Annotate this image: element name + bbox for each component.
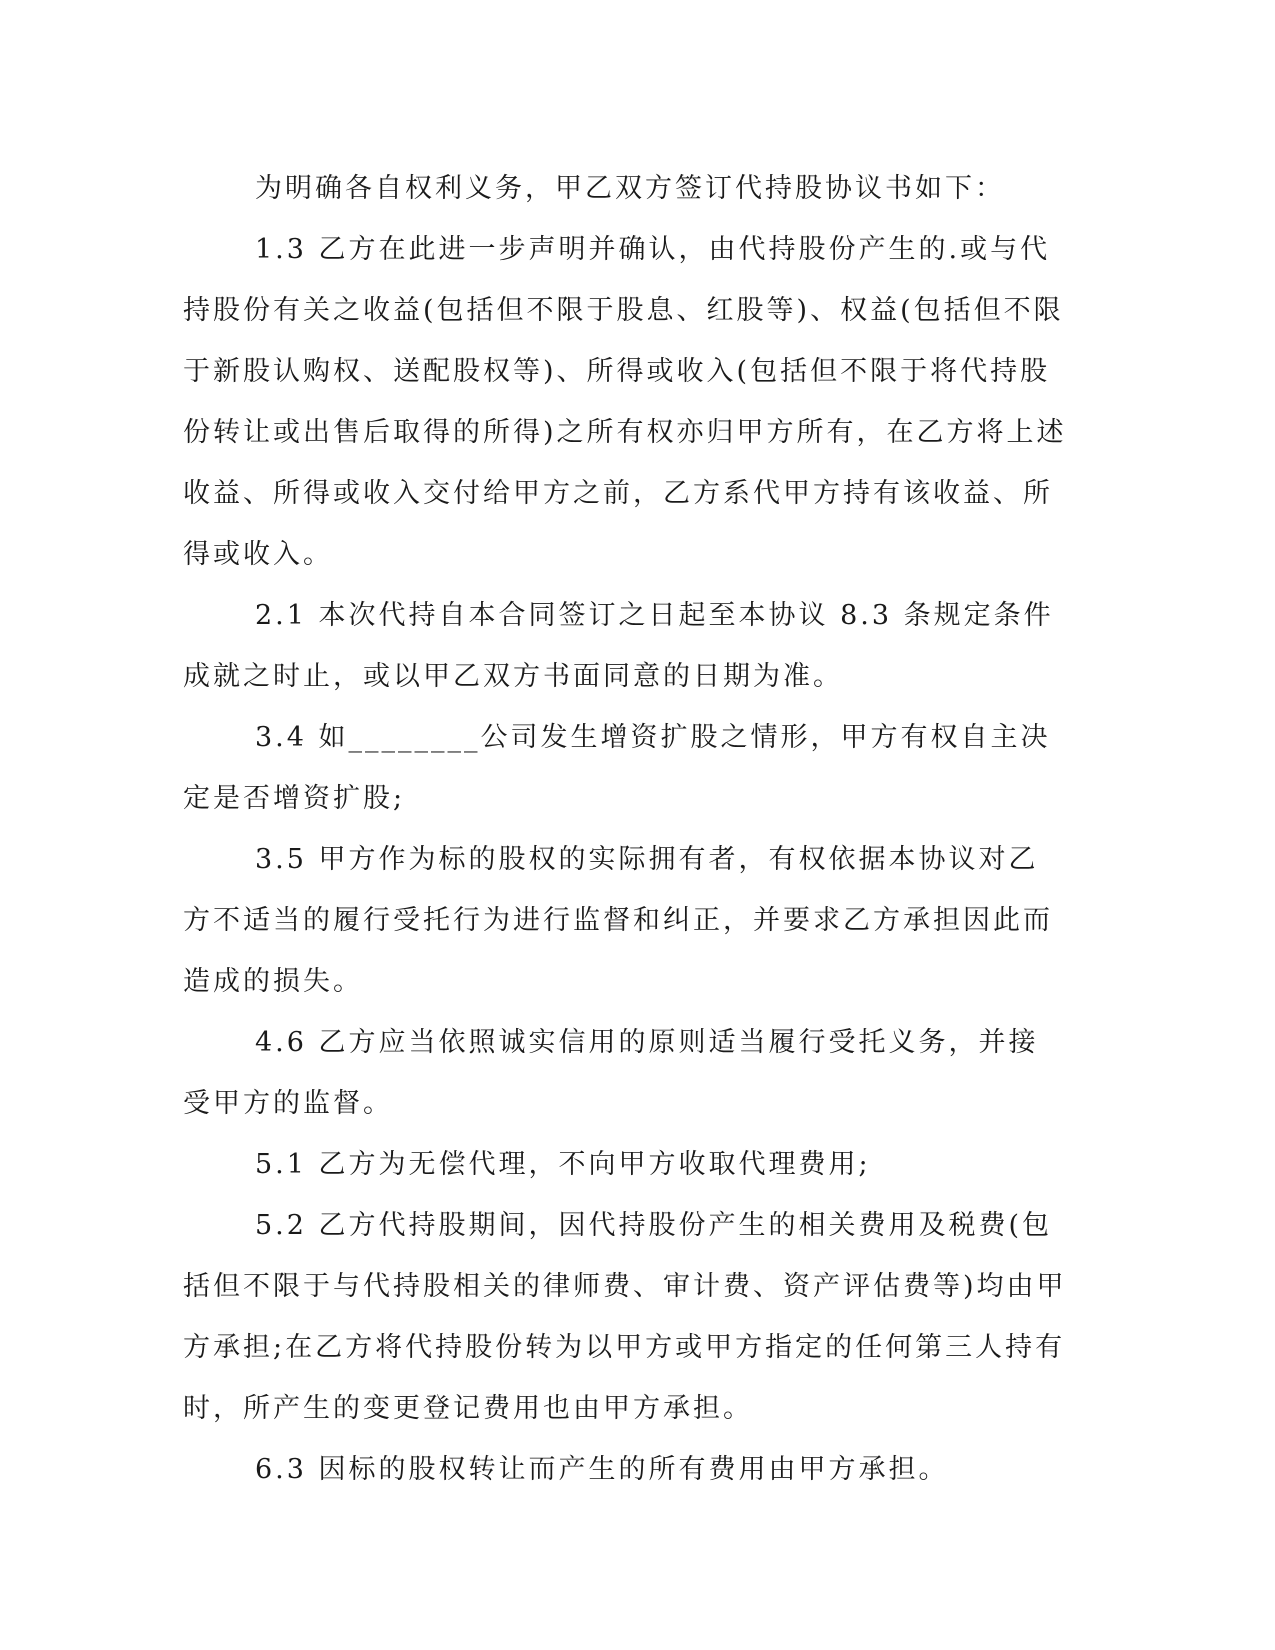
paragraph-1-3: 1.3 乙方在此进一步声明并确认，由代持股份产生的.或与代持股份有关之收益(包括但不限于股息、红股等)、权益(包括但不限于新股认购权、送配股权等)、所得或收入(包括但不限于将代持股份转让或出售后取得的所得)之所有权亦归甲方所有，在乙方将上述收益、所得或收入交付给甲方之前，乙方系代甲方持有该收益、所得或收入。 bbox=[183, 234, 1067, 570]
paragraph-5-1: 5.1 乙方为无偿代理，不向甲方收取代理费用; bbox=[255, 1149, 871, 1180]
paragraph-5-2: 5.2 乙方代持股期间，因代持股份产生的相关费用及税费(包括但不限于与代持股相关的律师费、审计费、资产评估费等)均由甲方承担;在乙方将代持股份转为以甲方或甲方指定的任何第三人持有时，所产生的变更登记费用也由甲方承担。 bbox=[183, 1210, 1067, 1424]
paragraph-3-4: 3.4 如________公司发生增资扩股之情形，甲方有权自主决定是否增资扩股; bbox=[183, 722, 1051, 814]
paragraph-intro: 为明确各自权利义务，甲乙双方签订代持股协议书如下： bbox=[255, 173, 1005, 204]
paragraph-6-3: 6.3 因标的股权转让而产生的所有费用由甲方承担。 bbox=[255, 1454, 949, 1485]
paragraph-2-1: 2.1 本次代持自本合同签订之日起至本协议 8.3 条规定条件成就之时止，或以甲乙双方书面同意的日期为准。 bbox=[183, 600, 1054, 692]
document-body bbox=[183, 158, 1068, 1500]
paragraph-3-5: 3.5 甲方作为标的股权的实际拥有者，有权依据本协议对乙方不适当的履行受托行为进行监督和纠正，并要求乙方承担因此而造成的损失。 bbox=[183, 844, 1053, 997]
paragraph-4-6: 4.6 乙方应当依照诚实信用的原则适当履行受托义务，并接受甲方的监督。 bbox=[183, 1027, 1039, 1119]
